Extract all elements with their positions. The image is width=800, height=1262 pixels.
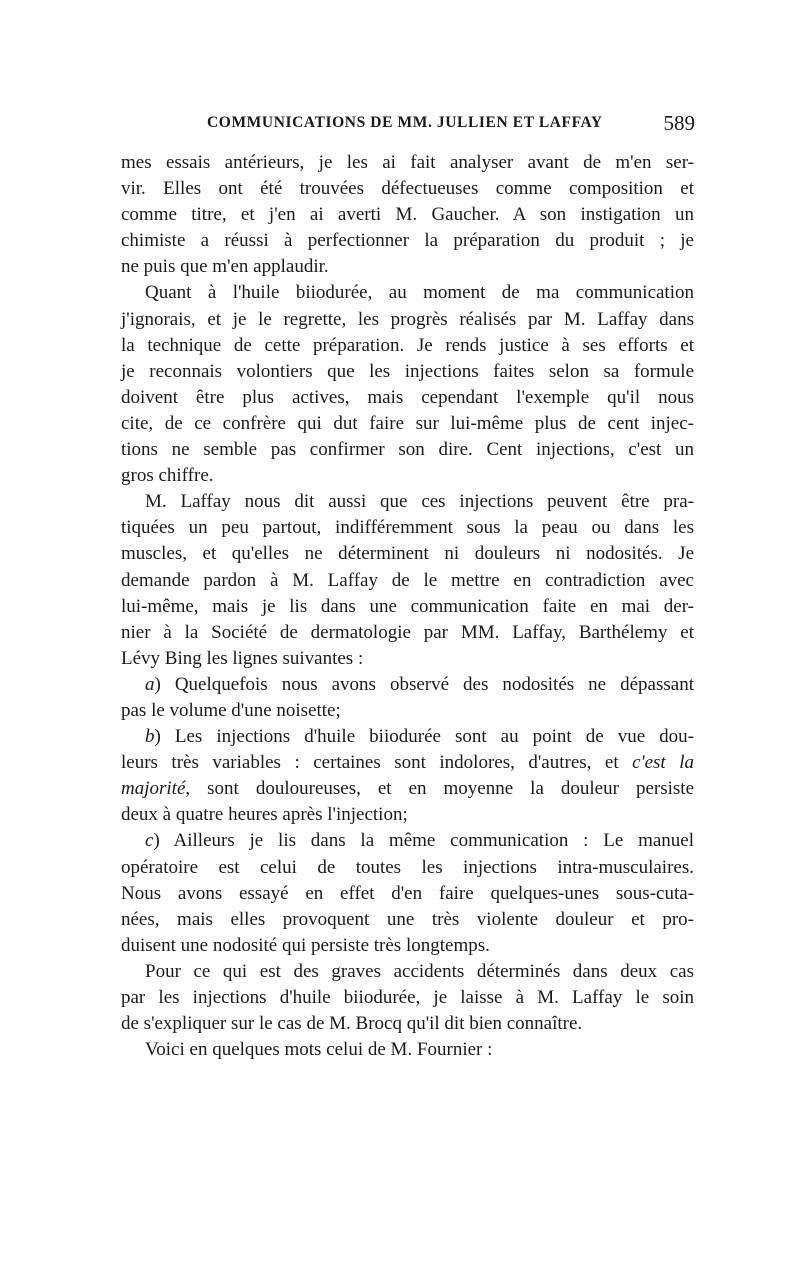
- italic-text: majorité: [121, 778, 186, 800]
- line-text: de s'expliquer sur le cas de M. Brocq qu'il dit bien connaître.: [121, 1013, 583, 1035]
- text-line: [121, 515, 694, 541]
- text-line: [121, 594, 694, 620]
- text-line: [121, 280, 694, 306]
- running-header: [120, 111, 695, 140]
- line-text: la technique de cette préparation. Je rends justice à ses efforts et: [121, 334, 694, 356]
- italic-text: c: [145, 830, 154, 852]
- text-line: [121, 568, 694, 594]
- line-text: tiquées un peu partout, indifféremment sous la peau ou dans les: [121, 517, 694, 539]
- text-line: [121, 254, 694, 280]
- running-title: COMMUNICATIONS DE MM. JULLIEN ET LAFFAY: [207, 114, 603, 131]
- text-line: [121, 489, 694, 515]
- text-line: [121, 437, 694, 463]
- text-line: [121, 411, 694, 437]
- line-text: muscles, et qu'elles ne déterminent ni douleurs ni nodosités. Je: [121, 543, 694, 565]
- line-text: tions ne semble pas confirmer son dire. Cent injections, c'est un: [121, 439, 694, 461]
- line-text: demande pardon à M. Laffay de le mettre en contradiction avec: [121, 569, 694, 591]
- line-text: gros chiffre.: [121, 465, 214, 487]
- line-text: deux à quatre heures après l'injection;: [121, 804, 408, 826]
- line-text: doivent être plus actives, mais cependant l'exemple qu'il nous: [121, 386, 694, 408]
- line-text: Voici en quelques mots celui de M. Fournier :: [145, 1039, 493, 1061]
- text-line: [121, 228, 694, 254]
- text-line: [121, 202, 694, 228]
- italic-text: a: [145, 673, 155, 695]
- text-line: [121, 385, 694, 411]
- text-line: [121, 672, 694, 698]
- page-number: 589: [663, 111, 695, 135]
- line-text: mes essais antérieurs, je les ai fait analyser avant de m'en ser-: [121, 152, 694, 173]
- text-line: [121, 802, 694, 828]
- text-line: [121, 828, 694, 854]
- line-text: lui-même, mais je lis dans une communication faite en mai der-: [121, 595, 694, 617]
- line-text: opératoire est celui de toutes les injections intra-musculaires.: [121, 856, 694, 878]
- line-text: nées, mais elles provoquent une très violente douleur et pro-: [121, 908, 694, 930]
- italic-text: c'est la: [632, 752, 694, 774]
- body-text: [121, 150, 694, 1063]
- text-line: [121, 463, 694, 489]
- text-line: [121, 307, 694, 333]
- line-text: pas le volume d'une noisette;: [121, 699, 341, 721]
- text-line: [121, 855, 694, 881]
- line-text: M. Laffay nous dit aussi que ces injections peuvent être pra-: [145, 491, 694, 513]
- line-text: ) Ailleurs je lis dans la même communication : Le manuel: [153, 830, 694, 852]
- text-line: [121, 150, 694, 176]
- line-text: duisent une nodosité qui persiste très longtemps.: [121, 934, 490, 956]
- text-line: [121, 959, 694, 985]
- line-text: cite, de ce confrère qui dut faire sur lui-même plus de cent injec-: [121, 412, 694, 434]
- text-line: [121, 176, 694, 202]
- text-line: [121, 1037, 694, 1063]
- text-line: [121, 724, 694, 750]
- text-line: [121, 776, 694, 802]
- text-line: [121, 646, 694, 672]
- text-line: [121, 933, 694, 959]
- line-text: Quant à l'huile biiodurée, au moment de ma communication: [145, 282, 694, 304]
- line-text: comme titre, et j'en ai averti M. Gaucher. A son instigation un: [121, 204, 694, 226]
- line-text: , sont douloureuses, et en moyenne la douleur persiste: [185, 778, 694, 800]
- line-text: vir. Elles ont été trouvées défectueuses comme composition et: [121, 178, 694, 200]
- text-line: [121, 333, 694, 359]
- text-line: [121, 907, 694, 933]
- text-line: [121, 359, 694, 385]
- line-text: par les injections d'huile biiodurée, je laisse à M. Laffay le soin: [121, 987, 694, 1008]
- text-line: [121, 985, 694, 1011]
- text-line: [121, 698, 694, 724]
- line-text: Nous avons essayé en effet d'en faire quelques-unes sous-cuta-: [121, 882, 694, 904]
- text-line: [121, 881, 694, 907]
- line-text: Lévy Bing les lignes suivantes :: [121, 647, 364, 669]
- text-line: [121, 750, 694, 776]
- line-text: Pour ce qui est des graves accidents déterminés dans deux cas: [145, 960, 694, 982]
- line-text: ne puis que m'en applaudir.: [121, 256, 329, 278]
- line-text: ) Quelquefois nous avons observé des nodosités ne dépassant: [154, 673, 694, 695]
- line-text: nier à la Société de dermatologie par MM. Laffay, Barthélemy et: [121, 621, 694, 643]
- line-text: chimiste a réussi à perfectionner la préparation du produit ; je: [121, 230, 694, 252]
- text-line: [121, 541, 694, 567]
- italic-text: b: [145, 726, 155, 748]
- line-text: je reconnais volontiers que les injections faites selon sa formule: [121, 360, 694, 382]
- line-text: leurs très variables : certaines sont indolores, d'autres, et: [121, 752, 633, 774]
- text-line: [121, 620, 694, 646]
- line-text: ) Les injections d'huile biiodurée sont au point de vue dou-: [154, 726, 694, 748]
- line-text: j'ignorais, et je le regrette, les progrès réalisés par M. Laffay dans: [121, 308, 694, 330]
- text-line: [121, 1011, 694, 1037]
